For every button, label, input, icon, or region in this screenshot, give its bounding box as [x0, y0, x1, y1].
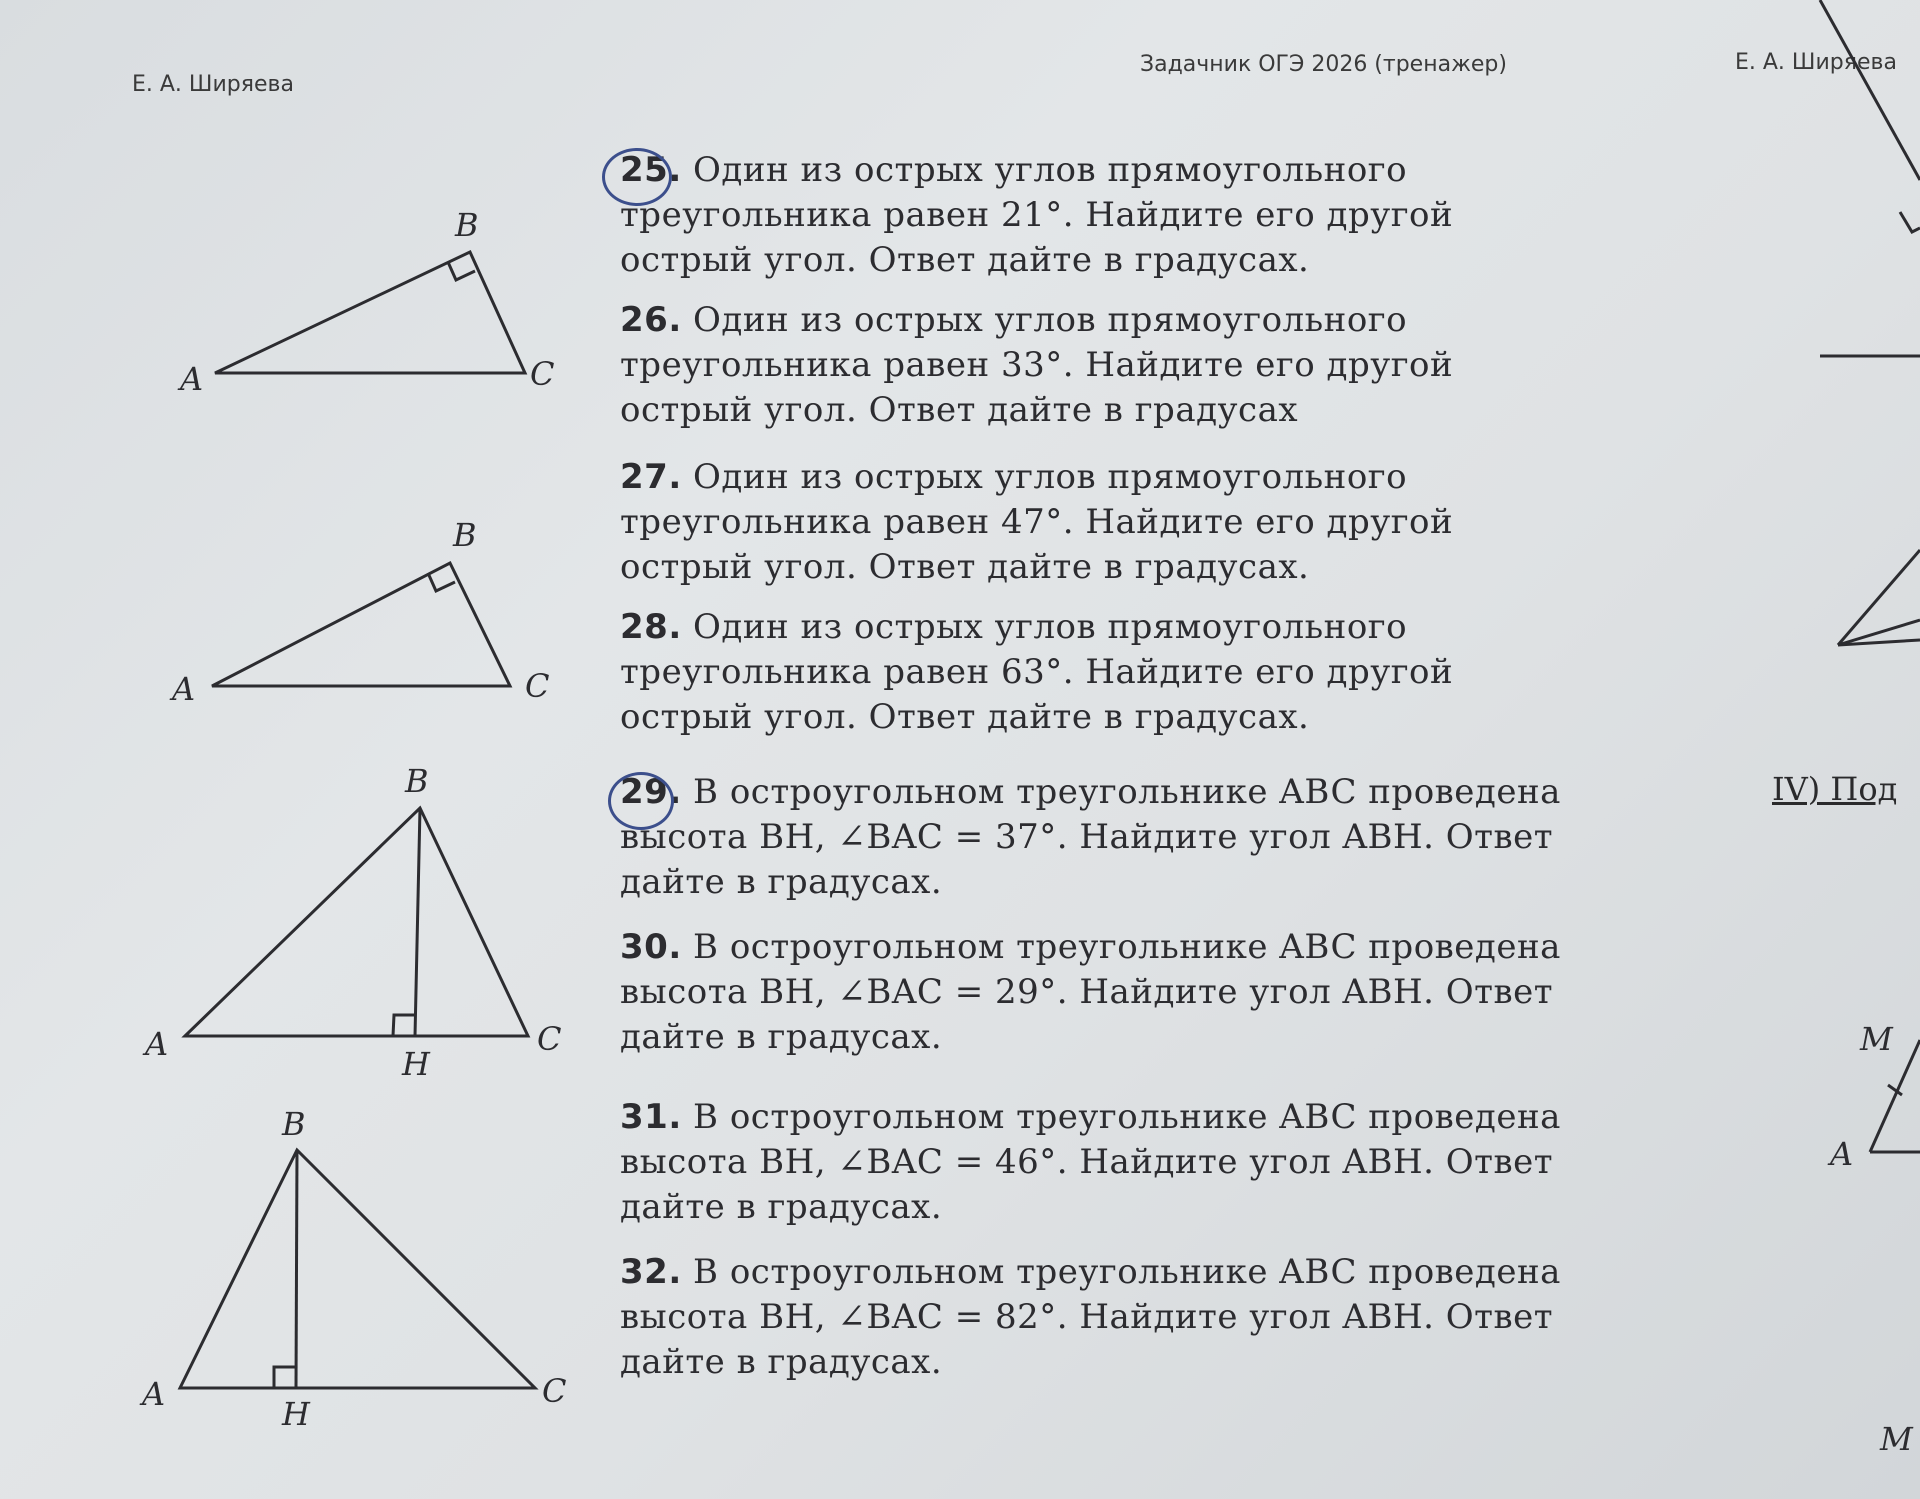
vertex-label-b: B: [455, 206, 479, 244]
header-author-right: Е. А. Ширяева: [1735, 50, 1897, 75]
vertex-label-a: A: [142, 1375, 166, 1413]
vertex-label-b: B: [453, 516, 477, 554]
problem-number: 31.: [620, 1097, 682, 1137]
vertex-label-a: A: [180, 360, 204, 398]
problem-number: 25.: [620, 150, 682, 190]
header-book-title: Задачник ОГЭ 2026 (тренажер): [1140, 52, 1507, 77]
vertex-label-h: H: [402, 1045, 430, 1083]
problem-text: В остроугольном треугольнике ABC проведена высота BH, ∠BAC = 37°. Найдите угол ABH. Ответ дайте в градусах.: [620, 772, 1561, 902]
vertex-label-a: A: [172, 670, 196, 708]
right-triangle-figure-1: [215, 252, 525, 373]
problem-text: Один из острых углов прямоугольного треугольника равен 33°. Найдите его другой острый угол. Ответ дайте в градусах: [620, 300, 1454, 430]
problem-number: 28.: [620, 607, 682, 647]
header-author-left: Е. А. Ширяева: [132, 72, 294, 97]
vertex-label-c: C: [542, 1372, 567, 1410]
problem-text: Один из острых углов прямоугольного треугольника равен 21°. Найдите его другой острый угол. Ответ дайте в градусах.: [620, 150, 1454, 280]
problem-number: 26.: [620, 300, 682, 340]
vertex-label-c: C: [525, 667, 550, 705]
altitude-triangle-figure-3: [185, 808, 528, 1036]
problem-text: Один из острых углов прямоугольного треугольника равен 47°. Найдите его другой острый угол. Ответ дайте в градусах.: [620, 457, 1454, 587]
vertex-label-c: C: [537, 1020, 562, 1058]
problem-text: В остроугольном треугольнике ABC проведена высота BH, ∠BAC = 46°. Найдите угол ABH. Ответ дайте в градусах.: [620, 1097, 1561, 1227]
vertex-label-m: M: [1860, 1020, 1893, 1058]
vertex-label-a: A: [145, 1025, 169, 1063]
problem-text: В остроугольном треугольнике ABC проведена высота BH, ∠BAC = 82°. Найдите угол ABH. Ответ дайте в градусах.: [620, 1252, 1561, 1382]
vertex-label-m: M: [1880, 1420, 1913, 1458]
problem-text: В остроугольном треугольнике ABC проведена высота BH, ∠BAC = 29°. Найдите угол ABH. Ответ дайте в градусах.: [620, 927, 1561, 1057]
partial-figure-right: [1820, 0, 1920, 1152]
problem-number: 29.: [620, 772, 682, 812]
problem-number: 27.: [620, 457, 682, 497]
altitude-triangle-figure-4: [180, 1150, 535, 1388]
vertex-label-a: A: [1830, 1135, 1854, 1173]
section-heading-partial: IV) Под: [1772, 770, 1898, 808]
problem-text: Один из острых углов прямоугольного треугольника равен 63°. Найдите его другой острый угол. Ответ дайте в градусах.: [620, 607, 1454, 737]
right-triangle-figure-2: [212, 563, 510, 686]
vertex-label-h: H: [282, 1395, 310, 1433]
vertex-label-c: C: [530, 355, 555, 393]
problem-number: 30.: [620, 927, 682, 967]
vertex-label-b: B: [405, 762, 429, 800]
problem-number: 32.: [620, 1252, 682, 1292]
vertex-label-b: B: [282, 1105, 306, 1143]
